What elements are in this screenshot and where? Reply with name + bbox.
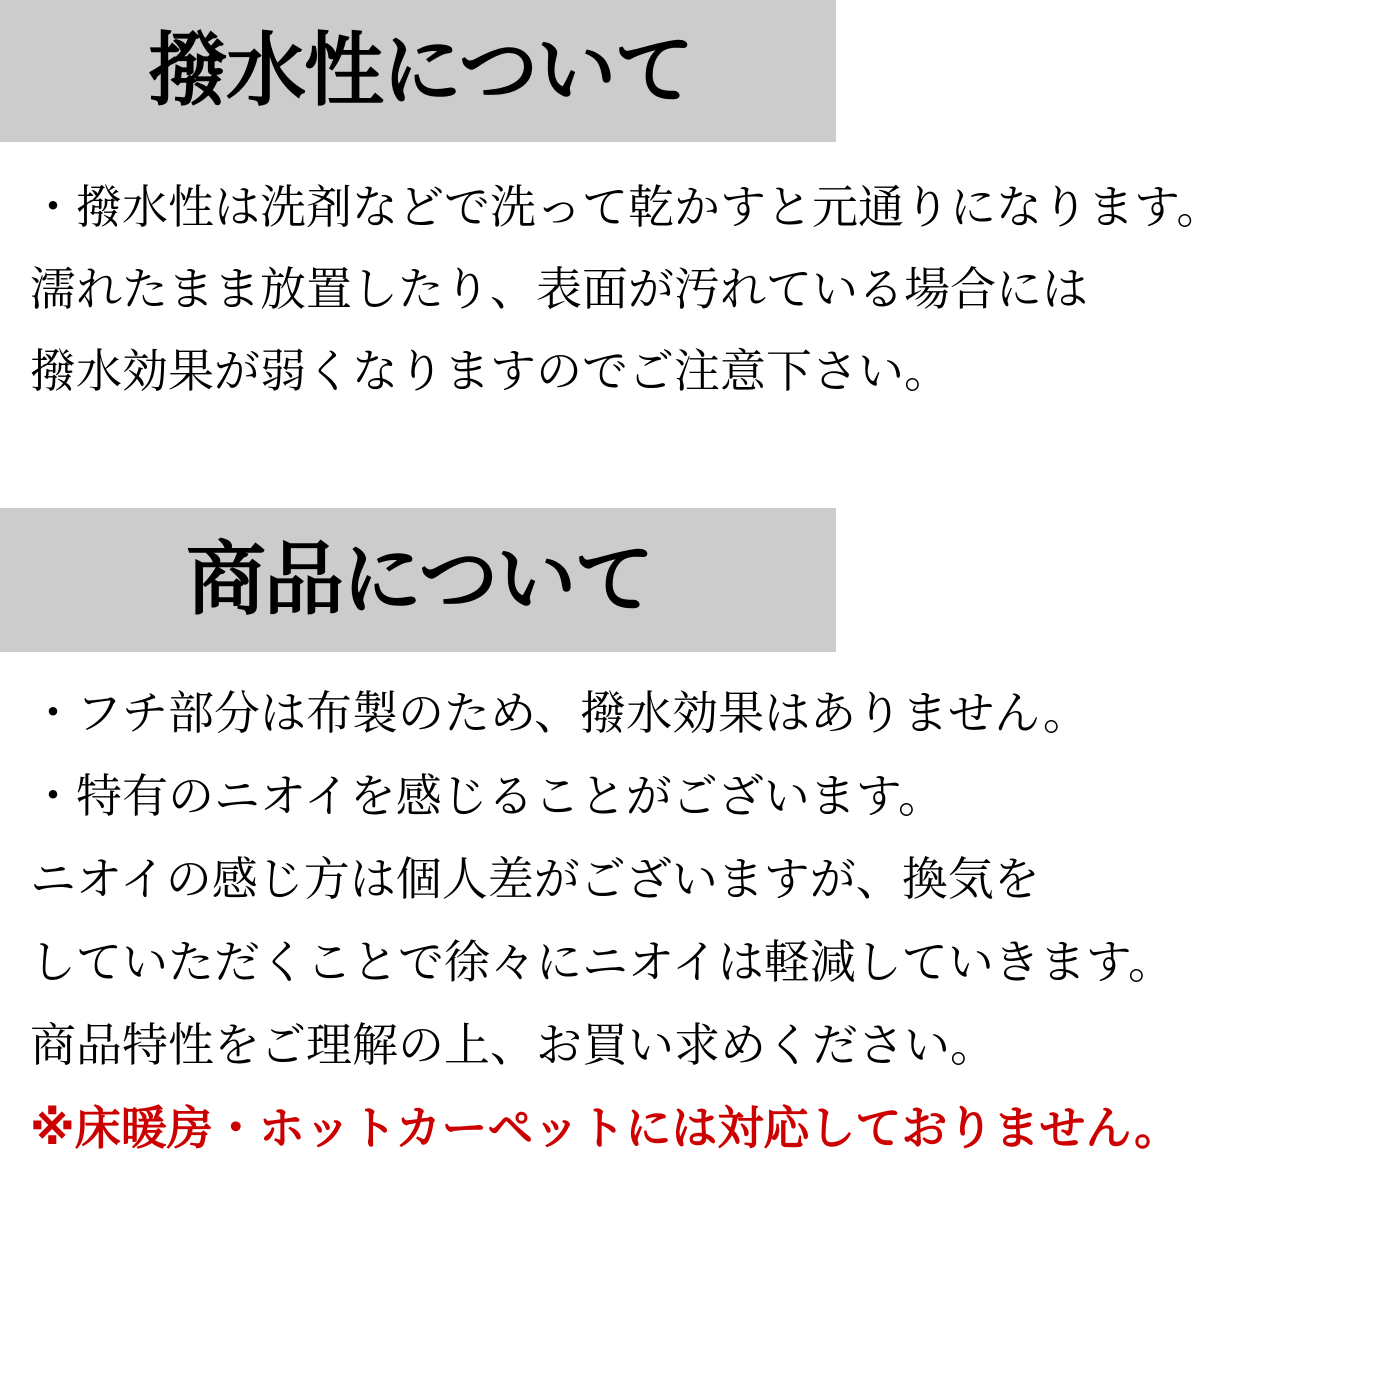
water-repellency-body (0, 166, 1400, 412)
product-banner (0, 508, 836, 652)
body-line: 撥水効果が弱くなりますのでご注意下さい。 (30, 345, 950, 397)
body-line: ・フチ部分は布製のため、撥水効果はありません。 (30, 687, 1089, 739)
body-line: ・特有のニオイを感じることがございます。 (30, 770, 945, 822)
product-title: 商品について (186, 535, 653, 624)
body-line: 濡れたまま放置したり、表面が汚れている場合には (30, 263, 1088, 315)
body-line: していただくことで徐々にニオイは軽減していきます。 (30, 936, 1175, 988)
water-repellency-banner (0, 0, 836, 142)
floor-heating-warning: ※床暖房・ホットカーペットには対応しておりません。 (30, 1102, 1181, 1154)
section-product (0, 508, 1400, 1170)
water-repellency-title: 撥水性について (148, 26, 693, 115)
body-line: ・撥水性は洗剤などで洗って乾かすと元通りになります。 (30, 181, 1223, 233)
section-water-repellency (0, 0, 1400, 412)
body-line: ニオイの感じ方は個人差がございますが、換気を (30, 853, 1040, 905)
product-body (0, 672, 1400, 1170)
body-line: 商品特性をご理解の上、お買い求めください。 (30, 1019, 996, 1071)
